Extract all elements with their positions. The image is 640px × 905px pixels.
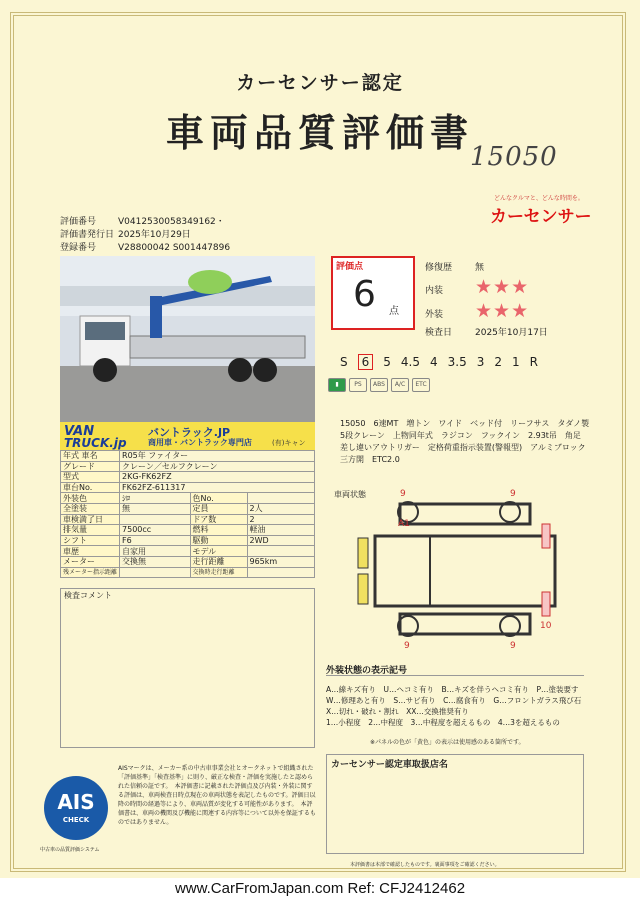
table-cell: FK62FZ-611317 <box>120 482 315 493</box>
table-row <box>61 482 315 493</box>
table-cell: 車台No. <box>61 482 120 493</box>
ais-description: AISマークは、メーカー系の中古車事業会社とオークネットで組織された「評価基準」「検査基準」に則り、厳正な検査・評価を実施したと認められた信頼の証です。 本評価書に記載された評価点及び内装・外装に関する評価は、車両検査日時点現在の車両状態を表記したものです。評価日以降の時間の経過等により、車両品質が変化する可能性があります。 本評価書は、車両の機関及び機能に関連する内容等について以外を保証するものではありません。 <box>118 765 316 826</box>
banner-brand-sub: 商用車・バントラック専門店 <box>148 438 252 447</box>
table-cell <box>247 567 315 578</box>
table-cell: モデル <box>190 546 247 557</box>
scale-item: 2 <box>494 355 503 369</box>
table-row <box>61 556 315 567</box>
table-cell: R05年 ファイター <box>120 451 315 462</box>
table-cell: クレーン／セルフクレーン <box>120 461 315 472</box>
star-icon: ★★★ <box>475 276 530 298</box>
table-cell: F6 <box>120 535 190 546</box>
repair-history: 修復歴 無 <box>425 263 485 273</box>
table-row <box>61 525 315 536</box>
table-cell: 車検満了日 <box>61 514 120 525</box>
table-cell <box>247 493 315 504</box>
doc-info-row <box>60 229 230 242</box>
inspection-comment-box <box>60 588 315 748</box>
table-cell: グレード <box>61 461 120 472</box>
damage-mark: A1 <box>398 519 410 529</box>
banner-brand: バントラック.JP <box>148 426 231 439</box>
table-cell: 排気量 <box>61 525 120 536</box>
logo-tagline: どんなクルマと、どんな時間を。 <box>494 195 584 202</box>
inspection-comment-label: 検査コメント <box>64 591 112 600</box>
scale-item: 3 <box>476 355 485 369</box>
table-cell: 965km <box>247 556 315 567</box>
etc-icon: ETC <box>412 378 430 392</box>
table-cell: 無 <box>120 503 190 514</box>
dealer-box-title: カーセンサー認定車取扱店名 <box>331 760 448 770</box>
table-cell: 7500cc <box>120 525 190 536</box>
doc-info-label: 評価番号 <box>60 217 97 227</box>
doc-info-row <box>60 242 230 255</box>
table-cell: 交換無 <box>120 556 190 567</box>
doc-info-row <box>60 216 230 229</box>
scale-item: S <box>340 355 348 369</box>
legend-line: 1…小程度 2…中程度 3…中程度を超えるもの 4…3を超えるもの <box>326 718 560 727</box>
equipment-icons <box>328 378 433 392</box>
seat-icon: ▮ <box>328 378 346 392</box>
table-cell: 自家用 <box>120 546 190 557</box>
doc-info-value: V28800042 S001447896 <box>118 243 231 253</box>
score-box <box>331 256 415 330</box>
damage-mark: 10 <box>540 621 552 631</box>
damage-mark: 9 <box>510 489 516 499</box>
ais-logo-text: AIS <box>57 790 95 814</box>
doc-info <box>60 216 230 255</box>
legend-line: A…線キズ有り U…ヘコミ有り B…キズを伴うヘコミ有り P…塗装要す <box>326 685 579 694</box>
star-icon: ★★★ <box>475 300 530 322</box>
table-cell: 2KG-FK62FZ <box>120 472 315 483</box>
scale-item: 1 <box>512 355 520 369</box>
table-row <box>61 472 315 483</box>
banner-shop: (有)キャン <box>272 439 306 447</box>
table-cell: 2 <box>247 514 315 525</box>
table-row <box>61 503 315 514</box>
spec-table <box>60 450 315 578</box>
power-steering-icon: PS <box>349 378 367 392</box>
doc-info-label: 評価書発行日 <box>60 230 115 240</box>
dealer-box <box>326 754 584 854</box>
handwritten-number: 15050 <box>470 142 558 172</box>
table-cell: 軽油 <box>247 525 315 536</box>
table-cell: 走行距離 <box>190 556 247 567</box>
vehicle-photo <box>60 256 315 422</box>
table-cell: ｼﾛ <box>120 493 190 504</box>
table-cell <box>247 546 315 557</box>
doc-info-value: 2025年10月29日 <box>118 230 191 240</box>
scale-item: R <box>529 355 538 369</box>
exterior-rating: 外装 ★★★ <box>425 300 530 322</box>
damage-mark: 9 <box>400 489 406 499</box>
scale-item-selected: 6 <box>358 354 374 370</box>
ais-logo <box>44 776 108 840</box>
legend-line: X…切れ・破れ・割れ XX…交換推奨有り <box>326 707 469 716</box>
table-cell: 全塗装 <box>61 503 120 514</box>
doc-info-label: 登録番号 <box>60 243 97 253</box>
table-row <box>61 535 315 546</box>
table-row <box>61 514 315 525</box>
table-cell: 色No. <box>190 493 247 504</box>
damage-mark: 9 <box>510 641 516 651</box>
inspection-date: 検査日 2025年10月17日 <box>425 328 548 338</box>
table-row <box>61 461 315 472</box>
table-cell <box>120 567 190 578</box>
score-unit: 点 <box>389 306 399 317</box>
banner-line2: TRUCK.jp <box>64 436 127 450</box>
table-cell: 燃料 <box>190 525 247 536</box>
legend <box>326 684 584 728</box>
vehicle-condition-diagram <box>330 486 590 658</box>
doc-subtitle: カーセンサー認定 <box>236 72 404 94</box>
table-row <box>61 546 315 557</box>
table-cell: 型式 <box>61 472 120 483</box>
score-value: 6 <box>353 274 376 315</box>
condition-label: 車両状態 <box>334 490 366 499</box>
score-scale <box>340 354 548 370</box>
doc-info-value: V0412530058349162・ <box>118 217 225 227</box>
table-cell: 2人 <box>247 503 315 514</box>
scale-item: 3.5 <box>447 355 467 369</box>
scale-item: 5 <box>383 355 391 369</box>
table-row <box>61 451 315 462</box>
table-cell: 年式 車名 <box>61 451 120 462</box>
table-cell: 2WD <box>247 535 315 546</box>
banner-line1: VAN <box>64 424 95 439</box>
vehicle-description: 15050 6速MT 増トン ワイド ベッド付 リーフサス タダノ製5段クレーン 上物同年式 ラジコン フックイン 2.93t吊 角足 差し違いアウトリガー 定格荷重指示装置(警報型) アルミブロック 三方開 ETC2.0 <box>340 419 594 464</box>
table-cell: シフト <box>61 535 120 546</box>
table-cell <box>120 514 190 525</box>
table-cell: ドア数 <box>190 514 247 525</box>
table-row <box>61 493 315 504</box>
dealer-banner <box>60 422 315 451</box>
score-label: 評価点 <box>336 262 364 272</box>
legend-line: W…修理あと有り S…サビ有り C…腐食有り G…フロントガラス飛び石 <box>326 696 582 705</box>
table-cell: 駆動 <box>190 535 247 546</box>
damage-mark: 9 <box>404 641 410 651</box>
aircon-icon: A/C <box>391 378 409 392</box>
table-cell: 外装色 <box>61 493 120 504</box>
carsensor-logo: カーセンサー <box>490 207 592 227</box>
table-cell: 残メーター指示距離 <box>61 567 120 578</box>
table-cell: 定員 <box>190 503 247 514</box>
interior-rating: 内装 ★★★ <box>425 276 530 298</box>
scale-item: 4.5 <box>400 355 420 369</box>
table-row <box>61 567 315 578</box>
table-cell: メーター <box>61 556 120 567</box>
legend-title: 外装状態の表示記号 <box>326 663 584 676</box>
dealer-note: 本評価書は本部で確認したものです。裏面事項をご確認ください。 <box>350 862 500 868</box>
footer-reference: www.CarFromJapan.com Ref: CFJ2412462 <box>174 880 466 897</box>
table-cell: 交換時走行距離 <box>190 567 247 578</box>
legend-note: ※パネルの色が「黄色」の表示は使用感のある箇所です。 <box>370 739 525 746</box>
ais-caption: 中古車の品質評価システム <box>40 847 100 853</box>
table-cell: 車歴 <box>61 546 120 557</box>
abs-icon: ABS <box>370 378 388 392</box>
scale-item: 4 <box>430 355 438 369</box>
ais-check-text: CHECK <box>62 816 90 824</box>
doc-title: 車両品質評価書 <box>165 110 474 155</box>
